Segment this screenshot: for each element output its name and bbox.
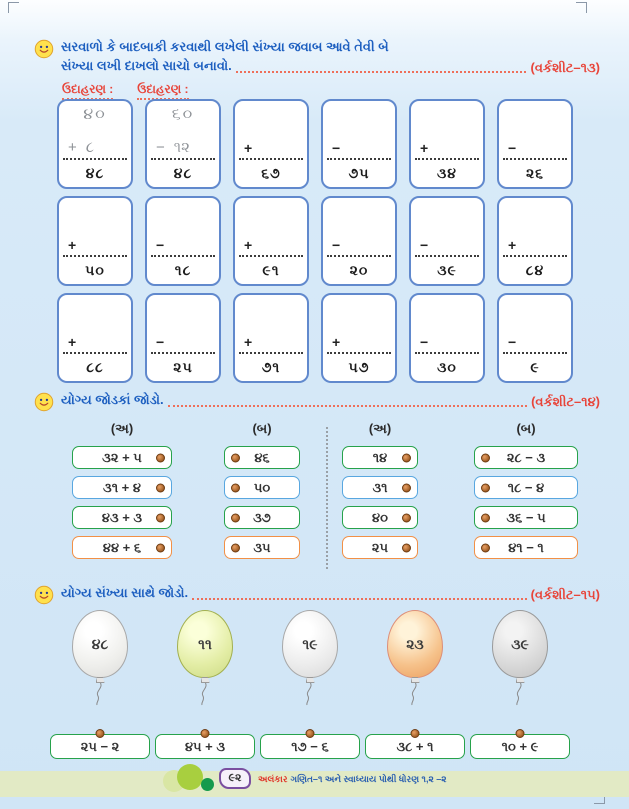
math-card[interactable] bbox=[321, 293, 397, 383]
expression-text: ૨૫ − ૨ bbox=[80, 738, 120, 754]
math-card[interactable] bbox=[497, 293, 573, 383]
balloon[interactable] bbox=[72, 610, 128, 678]
card-workspace[interactable] bbox=[499, 198, 571, 255]
operator-sign: − bbox=[508, 140, 517, 156]
math-card[interactable] bbox=[57, 293, 133, 383]
card-workspace[interactable] bbox=[499, 101, 571, 158]
operator-sign: − bbox=[156, 139, 165, 156]
crop-mark-top-right bbox=[576, 2, 587, 13]
match-text: ૪૧ − ૧ bbox=[508, 539, 544, 555]
math-card[interactable] bbox=[57, 196, 133, 286]
matching-area bbox=[0, 421, 629, 573]
connector-dot[interactable] bbox=[481, 483, 490, 492]
card-workspace[interactable] bbox=[499, 295, 571, 352]
column-header: (બ) bbox=[252, 421, 272, 436]
card-answer: ૮૮ bbox=[86, 359, 104, 375]
smiley-icon bbox=[34, 585, 54, 605]
card-answer: ૭૧ bbox=[261, 359, 281, 375]
math-card[interactable] bbox=[409, 293, 485, 383]
match-text: ૩૫ bbox=[253, 539, 271, 555]
match-text: ૩૬ − ૫ bbox=[506, 509, 546, 525]
balloon-string bbox=[93, 682, 107, 706]
connector-dot[interactable] bbox=[156, 453, 165, 462]
balloon-expression-box[interactable] bbox=[260, 734, 360, 759]
worksheet13-tag: (વર્કશીટ–૧૩) bbox=[530, 59, 600, 75]
math-card[interactable] bbox=[497, 196, 573, 286]
math-card[interactable] bbox=[321, 196, 397, 286]
balloon-number: ૪૮ bbox=[91, 635, 109, 652]
match-text: ૪૬ bbox=[254, 449, 270, 465]
balloon-number: ૨૩ bbox=[406, 635, 424, 652]
connector-dot[interactable] bbox=[481, 513, 490, 522]
connector-dot[interactable] bbox=[231, 543, 240, 552]
connector-dot[interactable] bbox=[411, 729, 420, 738]
group1-column-b bbox=[224, 421, 300, 559]
balloon-expression-box[interactable] bbox=[155, 734, 255, 759]
group1-column-a bbox=[72, 421, 172, 559]
match-answer-box[interactable] bbox=[342, 476, 418, 499]
smiley-icon bbox=[34, 392, 54, 412]
card-answer: ૪૮ bbox=[85, 165, 105, 181]
worksheet14-header bbox=[34, 391, 600, 412]
match-text: ૪૦ bbox=[372, 509, 388, 525]
match-expression-box[interactable] bbox=[72, 446, 172, 469]
math-card[interactable] bbox=[409, 196, 485, 286]
math-card[interactable] bbox=[233, 293, 309, 383]
match-text: ૩૨ + ૫ bbox=[102, 449, 142, 465]
connector-dot[interactable] bbox=[402, 453, 411, 462]
worksheet14-title: યોગ્ય જોડકાં જોડો. bbox=[61, 392, 164, 407]
match-answer-box[interactable] bbox=[224, 536, 300, 559]
operator-sign: + bbox=[420, 140, 429, 156]
operator-sign: − bbox=[156, 237, 165, 253]
footer-caption-text: ગણિત–૧ અને સ્વાધ્યાય પોથી ધોરણ ૧,૨ –૨ bbox=[290, 774, 447, 784]
balloon[interactable] bbox=[387, 610, 443, 678]
card-answer: ૨૦ bbox=[349, 262, 369, 278]
card-workspace[interactable] bbox=[59, 101, 131, 158]
connector-dot[interactable] bbox=[156, 543, 165, 552]
card-workspace[interactable] bbox=[147, 198, 219, 255]
card-answer: ૨૫ bbox=[173, 359, 193, 375]
operator-sign: − bbox=[156, 334, 165, 350]
connector-dot[interactable] bbox=[402, 543, 411, 552]
worksheet15-tag: (વર્કશીટ–૧૫) bbox=[530, 586, 600, 602]
instruction-line2: સંખ્યા લખી દાખલો સાચો બનાવો. bbox=[61, 57, 232, 73]
operator-sign: − bbox=[508, 334, 517, 350]
balloon-string bbox=[303, 682, 317, 706]
card-answer: ૧૮ bbox=[174, 262, 192, 278]
footer-decor-circle bbox=[201, 778, 214, 791]
worksheet13-header bbox=[34, 38, 600, 76]
column-header: (અ) bbox=[110, 421, 134, 436]
card-workspace[interactable] bbox=[147, 101, 219, 158]
operator-sign: − bbox=[332, 237, 341, 253]
match-expression-box[interactable] bbox=[474, 536, 578, 559]
card-workspace[interactable] bbox=[147, 295, 219, 352]
card-workspace[interactable] bbox=[235, 198, 307, 255]
math-cards-grid bbox=[57, 99, 573, 383]
footer-caption bbox=[258, 774, 447, 785]
math-card[interactable] bbox=[321, 99, 397, 189]
operator-sign: + bbox=[332, 334, 341, 350]
balloon-item bbox=[278, 610, 342, 706]
match-expression-box[interactable] bbox=[474, 476, 578, 499]
balloon[interactable] bbox=[177, 610, 233, 678]
worksheet15-title: યોગ્ય સંખ્યા સાથે જોડો. bbox=[61, 585, 189, 600]
card-answer: ૩૯ bbox=[437, 262, 457, 278]
balloon[interactable] bbox=[282, 610, 338, 678]
worksheet15-header bbox=[34, 584, 600, 605]
book-title: અલંકાર bbox=[258, 774, 288, 784]
match-answer-box[interactable] bbox=[224, 506, 300, 529]
worksheet14-tag: (વર્કશીટ–૧૪) bbox=[531, 393, 600, 409]
card-answer: ૫૭ bbox=[348, 359, 370, 375]
match-answer-box[interactable] bbox=[224, 446, 300, 469]
balloon-string bbox=[513, 682, 527, 706]
match-answer-box[interactable] bbox=[342, 506, 418, 529]
footer-decor-circle bbox=[177, 764, 203, 790]
operator-sign: + bbox=[68, 139, 77, 156]
group2-column-a bbox=[342, 421, 418, 559]
crop-mark-top-left bbox=[8, 2, 19, 13]
operator-sign: − bbox=[332, 140, 341, 156]
match-answer-box[interactable] bbox=[342, 536, 418, 559]
example-top-number: ૬૦ bbox=[171, 106, 195, 123]
expression-text: ૪૫ + ૩ bbox=[184, 738, 226, 754]
balloon-item bbox=[173, 610, 237, 706]
match-expression-box[interactable] bbox=[72, 506, 172, 529]
card-workspace[interactable] bbox=[411, 295, 483, 352]
connector-dot[interactable] bbox=[231, 453, 240, 462]
connector-dot[interactable] bbox=[231, 483, 240, 492]
example-top-number: ૪૦ bbox=[83, 106, 107, 123]
connector-dot[interactable] bbox=[402, 483, 411, 492]
card-workspace[interactable] bbox=[323, 295, 395, 352]
math-card[interactable] bbox=[497, 99, 573, 189]
connector-dot[interactable] bbox=[516, 729, 525, 738]
operator-sign: + bbox=[244, 334, 253, 350]
operator-sign: + bbox=[508, 237, 517, 253]
dotted-leader bbox=[192, 598, 527, 600]
match-text: ૩૧ + ૪ bbox=[103, 479, 141, 495]
balloon-expression-box[interactable] bbox=[50, 734, 150, 759]
match-answer-box[interactable] bbox=[342, 446, 418, 469]
example-label: ઉદાહરણ : bbox=[62, 82, 113, 100]
card-answer: ૫૦ bbox=[85, 262, 105, 278]
balloon-string bbox=[198, 682, 212, 706]
expression-text: ૧૦ + ૯ bbox=[501, 738, 539, 754]
connector-dot[interactable] bbox=[156, 513, 165, 522]
balloon-item bbox=[383, 610, 447, 706]
column-header: (બ) bbox=[516, 421, 536, 436]
example-operand: ૮ bbox=[85, 139, 95, 156]
connector-dot[interactable] bbox=[96, 729, 105, 738]
card-answer: ૯ bbox=[530, 359, 540, 375]
match-text: ૫૦ bbox=[253, 479, 271, 495]
card-answer: ૬૭ bbox=[261, 165, 281, 181]
connector-dot[interactable] bbox=[481, 453, 490, 462]
balloon-number: ૧૧ bbox=[198, 635, 212, 652]
balloon-item bbox=[68, 610, 132, 706]
match-text: ૪૪ + ૬ bbox=[102, 539, 142, 555]
balloon-string bbox=[408, 682, 422, 706]
match-expression-box[interactable] bbox=[72, 476, 172, 499]
math-card[interactable] bbox=[233, 196, 309, 286]
connector-dot[interactable] bbox=[402, 513, 411, 522]
balloon[interactable] bbox=[492, 610, 548, 678]
match-text: ૧૪ bbox=[372, 449, 388, 465]
card-workspace[interactable] bbox=[59, 295, 131, 352]
balloon-number: ૩૯ bbox=[511, 635, 529, 652]
connector-dot[interactable] bbox=[231, 513, 240, 522]
card-answer: ૮૪ bbox=[525, 262, 545, 278]
connector-dot[interactable] bbox=[306, 729, 315, 738]
math-card-example[interactable] bbox=[145, 99, 221, 189]
dotted-leader bbox=[236, 71, 527, 73]
expression-text: ૧૭ − ૬ bbox=[291, 738, 329, 754]
example-label: ઉદાહરણ : bbox=[137, 82, 188, 100]
card-workspace[interactable] bbox=[235, 295, 307, 352]
card-workspace[interactable] bbox=[411, 101, 483, 158]
operator-sign: + bbox=[68, 334, 77, 350]
math-card[interactable] bbox=[145, 196, 221, 286]
card-workspace[interactable] bbox=[411, 198, 483, 255]
page-number: ૯૨ bbox=[228, 772, 242, 784]
group-divider bbox=[326, 427, 328, 569]
match-expression-box[interactable] bbox=[474, 446, 578, 469]
instruction-line1: સરવાળો કે બાદબાકી કરવાથી લખેલી સંખ્યા જવાબ આવે તેવી બે bbox=[61, 39, 389, 54]
match-text: ૨૫ bbox=[371, 539, 389, 555]
operator-sign: + bbox=[68, 237, 77, 253]
operator-sign: − bbox=[420, 334, 429, 350]
group2-column-b bbox=[474, 421, 578, 559]
card-answer: ૨૬ bbox=[525, 165, 545, 181]
card-answer: ૪૮ bbox=[173, 165, 193, 181]
card-answer: ૯૧ bbox=[262, 262, 280, 278]
card-workspace[interactable] bbox=[323, 198, 395, 255]
match-text: ૩૧ bbox=[372, 479, 388, 495]
expression-text: ૩૮ + ૧ bbox=[396, 738, 434, 754]
column-header: (અ) bbox=[368, 421, 392, 436]
match-text: ૪૩ + ૩ bbox=[101, 509, 143, 525]
example-labels bbox=[62, 82, 189, 100]
card-workspace[interactable] bbox=[59, 198, 131, 255]
balloon-item bbox=[488, 610, 552, 706]
math-card[interactable] bbox=[409, 99, 485, 189]
match-text: ૨૮ − ૩ bbox=[506, 449, 546, 465]
card-answer: ૭૫ bbox=[348, 165, 370, 181]
connector-dot[interactable] bbox=[201, 729, 210, 738]
math-card[interactable] bbox=[233, 99, 309, 189]
card-answer: ૩૪ bbox=[436, 165, 457, 181]
smiley-icon bbox=[34, 39, 54, 59]
match-text: ૧૮ − ૪ bbox=[507, 479, 545, 495]
operator-sign: + bbox=[244, 140, 253, 156]
match-expression-box[interactable] bbox=[474, 506, 578, 529]
card-workspace[interactable] bbox=[235, 101, 307, 158]
page-number-badge bbox=[219, 768, 251, 789]
operator-sign: + bbox=[244, 237, 253, 253]
balloon-number: ૧૯ bbox=[302, 635, 318, 652]
math-card[interactable] bbox=[145, 293, 221, 383]
connector-dot[interactable] bbox=[481, 543, 490, 552]
match-expression-box[interactable] bbox=[72, 536, 172, 559]
match-text: ૩૭ bbox=[253, 509, 271, 525]
card-workspace[interactable] bbox=[323, 101, 395, 158]
balloon-expression-box[interactable] bbox=[365, 734, 465, 759]
operator-sign: − bbox=[420, 237, 429, 253]
math-card-example[interactable] bbox=[57, 99, 133, 189]
dotted-leader bbox=[168, 405, 528, 407]
card-answer: ૩૦ bbox=[437, 359, 457, 375]
connector-dot[interactable] bbox=[156, 483, 165, 492]
balloon-expression-box[interactable] bbox=[470, 734, 570, 759]
match-answer-box[interactable] bbox=[224, 476, 300, 499]
example-operand: ૧૨ bbox=[173, 139, 190, 156]
